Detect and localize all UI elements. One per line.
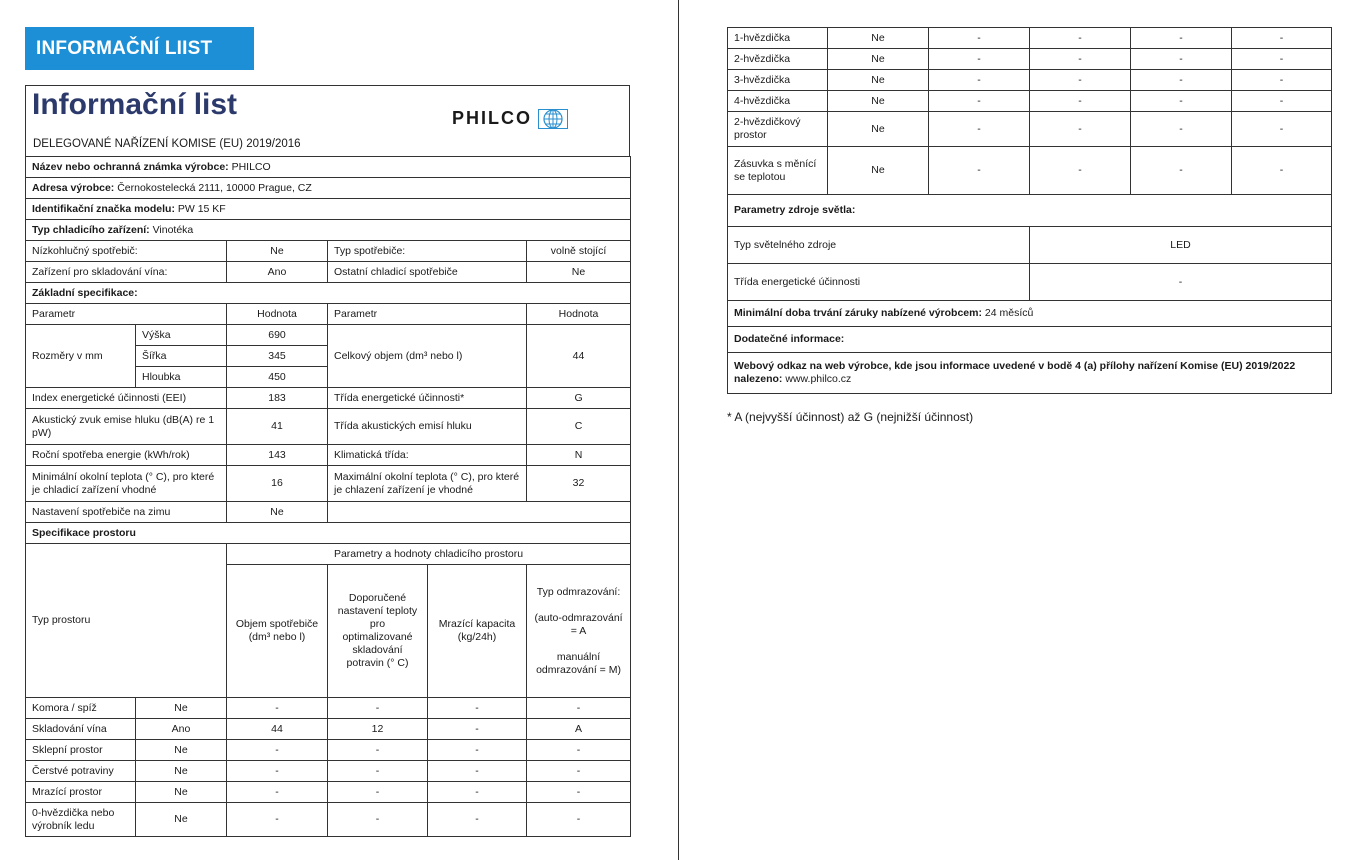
cell: -	[1131, 91, 1232, 112]
cell: Ne	[828, 147, 929, 195]
cell: -	[328, 803, 428, 837]
cell: 2-hvězdičkový prostor	[728, 112, 828, 147]
cell: Parametr	[26, 304, 227, 325]
cell: Nízkohlučný spotřebič:	[26, 241, 227, 262]
cell: Index energetické účinnosti (EEI)	[26, 388, 227, 409]
star-row	[728, 147, 1332, 195]
cell: -	[929, 70, 1030, 91]
cell: Třída energetické účinnosti	[728, 264, 1030, 301]
info-value: Vinotéka	[149, 223, 194, 236]
cell	[328, 502, 631, 523]
cell: -	[1030, 28, 1131, 49]
right-spec-table	[727, 27, 1332, 394]
cell: 450	[227, 367, 328, 388]
info-label: Název nebo ochranná známka výrobce:	[32, 160, 229, 173]
info-value: PW 15 KF	[174, 202, 226, 215]
cell: Hloubka	[136, 367, 227, 388]
col-header: Doporučené nastavení teploty pro optimalizované skladování potravin (° C)	[328, 565, 428, 698]
cell: Ne	[828, 70, 929, 91]
param-header-row	[26, 304, 631, 325]
cell: -	[328, 740, 428, 761]
cell: Ne	[227, 241, 328, 262]
cell: Ne	[828, 49, 929, 70]
cell: Výška	[136, 325, 227, 346]
spec-row	[26, 409, 631, 445]
cell: Hodnota	[527, 304, 631, 325]
cell: Ne	[227, 502, 328, 523]
cell: -	[1232, 147, 1332, 195]
regulation-subtitle: DELEGOVANÉ NAŘÍZENÍ KOMISE (EU) 2019/2016	[33, 138, 301, 150]
cell: Akustický zvuk emise hluku (dB(A) re 1 pW)	[26, 409, 227, 445]
cell: Minimální okolní teplota (° C), pro které je chladicí zařízení vhodné	[26, 466, 227, 502]
cell: -	[328, 782, 428, 803]
cell: -	[929, 112, 1030, 147]
cell: -	[1232, 70, 1332, 91]
spec-row	[26, 388, 631, 409]
cell: -	[1030, 91, 1131, 112]
cell: Zásuvka s měnící se teplotou	[728, 147, 828, 195]
cell: 183	[227, 388, 328, 409]
cell: 345	[227, 346, 328, 367]
info-row-type	[26, 220, 631, 241]
cell: Šířka	[136, 346, 227, 367]
cell: -	[1030, 112, 1131, 147]
star-row	[728, 49, 1332, 70]
cell: 12	[328, 719, 428, 740]
spec-row	[26, 445, 631, 466]
spec-row	[26, 262, 631, 283]
col-header: Typ odmrazování: (auto-odmrazování = A manuální odmrazování = M)	[527, 565, 631, 698]
cell: -	[428, 698, 527, 719]
page-divider	[678, 0, 679, 860]
volume-label: Celkový objem (dm³ nebo l)	[328, 325, 527, 388]
cell: -	[428, 782, 527, 803]
cell: 143	[227, 445, 328, 466]
space-type-label: Typ prostoru	[26, 544, 227, 698]
cell: -	[227, 803, 328, 837]
cell: Ano	[227, 262, 328, 283]
globe-icon	[538, 109, 568, 129]
cell: LED	[1030, 227, 1332, 264]
space-row	[26, 782, 631, 803]
section-heading: Parametry zdroje světla:	[728, 195, 1332, 227]
info-value: PHILCO	[228, 160, 271, 173]
cell: Klimatická třída:	[328, 445, 527, 466]
cell: -	[527, 740, 631, 761]
cell: -	[1030, 70, 1131, 91]
star-row	[728, 70, 1332, 91]
light-row	[728, 264, 1332, 301]
space-params-label: Parametry a hodnoty chladicího prostoru	[227, 544, 631, 565]
cell: Třída energetické účinnosti*	[328, 388, 527, 409]
cell: 16	[227, 466, 328, 502]
cell: -	[1030, 49, 1131, 70]
volume-value: 44	[527, 325, 631, 388]
left-spec-table	[25, 156, 631, 837]
cell: N	[527, 445, 631, 466]
cell: -	[328, 698, 428, 719]
cell: Parametr	[328, 304, 527, 325]
cell: Nastavení spotřebiče na zimu	[26, 502, 227, 523]
cell: Sklepní prostor	[26, 740, 136, 761]
sheet-header	[25, 85, 630, 156]
space-row	[26, 740, 631, 761]
info-row-model	[26, 199, 631, 220]
cell: -	[929, 147, 1030, 195]
space-params-row	[26, 544, 631, 565]
cell: -	[527, 761, 631, 782]
cell: -	[1131, 70, 1232, 91]
info-row-brand	[26, 157, 631, 178]
cell: Maximální okolní teplota (° C), pro které je chlazení zařízení je vhodné	[328, 466, 527, 502]
section-heading: Specifikace prostoru	[26, 523, 631, 544]
cell: Ne	[527, 262, 631, 283]
cell: -	[1131, 28, 1232, 49]
cell: 41	[227, 409, 328, 445]
info-row-address	[26, 178, 631, 199]
spec-row	[26, 241, 631, 262]
cell: -	[1232, 28, 1332, 49]
cell: -	[929, 91, 1030, 112]
cell: Ne	[136, 698, 227, 719]
cell: -	[428, 740, 527, 761]
cell: Ne	[136, 803, 227, 837]
cell: 32	[527, 466, 631, 502]
info-label: Identifikační značka modelu:	[32, 202, 175, 215]
col-header: Mrazící kapacita (kg/24h)	[428, 565, 527, 698]
cell: -	[428, 761, 527, 782]
cell: 44	[227, 719, 328, 740]
star-row	[728, 28, 1332, 49]
info-label: Adresa výrobce:	[32, 181, 115, 194]
cell: 690	[227, 325, 328, 346]
footnote: * A (nejvyšší účinnost) až G (nejnižší účinnost)	[727, 410, 974, 424]
cell: -	[428, 803, 527, 837]
cell: 2-hvězdička	[728, 49, 828, 70]
cell: -	[227, 698, 328, 719]
cell: A	[527, 719, 631, 740]
web-link[interactable]: www.philco.cz	[782, 373, 852, 385]
cell: -	[1232, 91, 1332, 112]
section-heading: Základní specifikace:	[26, 283, 631, 304]
info-label: Typ chladicího zařízení:	[32, 223, 150, 236]
col-header: Objem spotřebiče (dm³ nebo l)	[227, 565, 328, 698]
cell: 4-hvězdička	[728, 91, 828, 112]
cell: Ano	[136, 719, 227, 740]
cell: -	[227, 761, 328, 782]
cell: Zařízení pro skladování vína:	[26, 262, 227, 283]
cell: Ne	[136, 740, 227, 761]
cell: -	[929, 28, 1030, 49]
dims-label: Rozměry v mm	[26, 325, 136, 388]
cell: volně stojící	[527, 241, 631, 262]
star-row	[728, 91, 1332, 112]
cell: -	[527, 782, 631, 803]
light-row	[728, 227, 1332, 264]
space-row	[26, 719, 631, 740]
web-row	[728, 353, 1332, 394]
cell: Komora / spíž	[26, 698, 136, 719]
cell: -	[1131, 49, 1232, 70]
cell: C	[527, 409, 631, 445]
cell: Mrazící prostor	[26, 782, 136, 803]
star-row	[728, 112, 1332, 147]
cell: Ne	[828, 28, 929, 49]
cell: -	[1131, 147, 1232, 195]
cell: -	[527, 803, 631, 837]
cell: Ne	[136, 761, 227, 782]
sheet-title: Informační list	[32, 88, 238, 121]
dims-row	[26, 325, 631, 346]
cell: Typ spotřebiče:	[328, 241, 527, 262]
cell: Třída akustických emisí hluku	[328, 409, 527, 445]
cell: Ne	[828, 91, 929, 112]
philco-logo	[452, 108, 568, 129]
cell: Ne	[136, 782, 227, 803]
cell: Typ světelného zdroje	[728, 227, 1030, 264]
space-row	[26, 698, 631, 719]
warranty-row	[728, 301, 1332, 327]
cell: Hodnota	[227, 304, 328, 325]
info-value: Černokostelecká 2111, 10000 Prague, CZ	[114, 181, 312, 194]
cell: -	[1232, 112, 1332, 147]
space-row	[26, 803, 631, 837]
cell: -	[428, 719, 527, 740]
cell: -	[1030, 264, 1332, 301]
spec-row	[26, 466, 631, 502]
cell: Čerstvé potraviny	[26, 761, 136, 782]
cell: -	[1131, 112, 1232, 147]
cell: -	[1030, 147, 1131, 195]
cell: Ostatní chladicí spotřebiče	[328, 262, 527, 283]
section-heading: Dodatečné informace:	[728, 327, 1332, 353]
cell: G	[527, 388, 631, 409]
cell: -	[1232, 49, 1332, 70]
web-label: Webový odkaz na web výrobce, kde jsou informace uvedené v bodě 4 (a) přílohy nařízení Komise (EU) 2019/2022 nalezeno:	[734, 360, 1296, 385]
cell: -	[929, 49, 1030, 70]
cell: 1-hvězdička	[728, 28, 828, 49]
cell: -	[227, 740, 328, 761]
space-row	[26, 761, 631, 782]
warranty-value: 24 měsíců	[981, 307, 1034, 319]
cell: -	[527, 698, 631, 719]
cell: -	[328, 761, 428, 782]
cell: 0-hvězdička nebo výrobník ledu	[26, 803, 136, 837]
info-sheet-badge: INFORMAČNÍ LIIST	[25, 27, 254, 70]
cell: -	[227, 782, 328, 803]
cell: Skladování vína	[26, 719, 136, 740]
cell: Roční spotřeba energie (kWh/rok)	[26, 445, 227, 466]
warranty-label: Minimální doba trvání záruky nabízené výrobcem:	[734, 307, 982, 319]
cell: 3-hvězdička	[728, 70, 828, 91]
winter-row	[26, 502, 631, 523]
cell: Ne	[828, 112, 929, 147]
logo-text: PHILCO	[452, 108, 533, 128]
